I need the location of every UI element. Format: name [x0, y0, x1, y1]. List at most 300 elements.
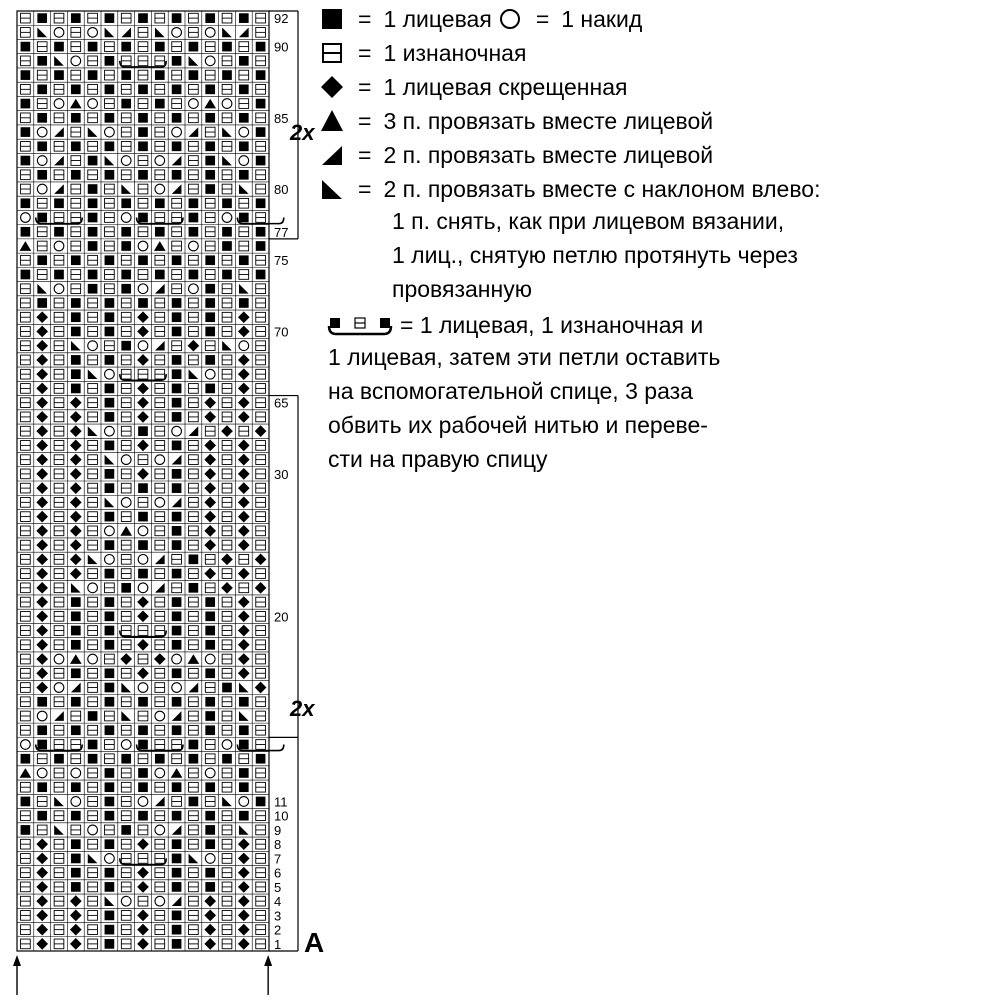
knit-cell [105, 611, 115, 621]
knit-cell [37, 255, 47, 265]
knit-cell [222, 42, 232, 52]
knit-cell [256, 70, 266, 80]
yarn-over-cell [138, 554, 148, 564]
yarn-over-cell [239, 341, 249, 351]
knit-cell [189, 797, 199, 807]
knit-cell [105, 469, 115, 479]
knit-cell [172, 483, 182, 493]
legend-cluster-line-5: сти на правую спицу [328, 446, 548, 472]
knit-cell [105, 13, 115, 23]
knit-cell [155, 42, 165, 52]
knit-cell [138, 213, 148, 223]
knit-cell [222, 70, 232, 80]
knit-cell [105, 768, 115, 778]
yarn-over-cell [121, 740, 131, 750]
knit-cell [189, 227, 199, 237]
knit-cell [105, 911, 115, 921]
knit-cell [256, 42, 266, 52]
knit-cell [189, 198, 199, 208]
knit-cell [155, 754, 165, 764]
knit-cell [205, 384, 215, 394]
knit-cell [88, 213, 98, 223]
cluster-stitch-icon [326, 312, 394, 338]
knit-cell [121, 270, 131, 280]
yarn-over-cell [239, 156, 249, 166]
knit-cell [121, 341, 131, 351]
knit-cell [121, 198, 131, 208]
knit-cell [37, 113, 47, 123]
knit-cell [37, 782, 47, 792]
knit-cell [189, 554, 199, 564]
knit-cell [71, 298, 81, 308]
purl-stitch-icon [320, 40, 346, 66]
knit-cell [239, 84, 249, 94]
yarn-over-cell [37, 711, 47, 721]
knit-cell [172, 398, 182, 408]
yarn-over-cell [88, 825, 98, 835]
knit-cell [71, 597, 81, 607]
row-number-label: 1 [274, 936, 282, 952]
knit-cell [105, 255, 115, 265]
yarn-over-cell [205, 28, 215, 38]
yarn-over-cell [54, 284, 64, 294]
knit-cell [88, 227, 98, 237]
knit-cell [172, 925, 182, 935]
yarn-over-cell [121, 498, 131, 508]
knit-cell [189, 583, 199, 593]
knit-cell [105, 725, 115, 735]
knit-cell [138, 725, 148, 735]
knit-cell [205, 84, 215, 94]
row-number-label: 10 [274, 808, 289, 824]
legend-purl: = 1 изнаночная [320, 38, 526, 68]
yarn-over-cell [88, 654, 98, 664]
knit-cell [71, 839, 81, 849]
knit-cell [71, 141, 81, 151]
knit-cell [172, 526, 182, 536]
knit-cell [138, 141, 148, 151]
knit-cell [172, 469, 182, 479]
row-number-label: 65 [274, 395, 289, 411]
knit-cell [205, 13, 215, 23]
row-number-label: 2 [274, 922, 282, 938]
knit-cell [172, 84, 182, 94]
knit-cell [105, 839, 115, 849]
k2tog-right-lean-icon [320, 142, 346, 168]
knit-cell [71, 725, 81, 735]
knit-cell [138, 84, 148, 94]
knit-cell [105, 355, 115, 365]
knit-cell [172, 298, 182, 308]
knit-cell [239, 141, 249, 151]
yarn-over-cell [138, 341, 148, 351]
knit-cell [138, 298, 148, 308]
yarn-over-cell [105, 426, 115, 436]
knit-cell [205, 312, 215, 322]
knit-cell [205, 298, 215, 308]
row-number-label: 9 [274, 822, 282, 838]
knit-cell [105, 441, 115, 451]
knit-cell [138, 540, 148, 550]
row-number-label: 80 [274, 182, 289, 198]
knit-cell [105, 327, 115, 337]
knit-cell [88, 198, 98, 208]
knit-cell [138, 811, 148, 821]
knit-cell [138, 113, 148, 123]
row-number-label: 8 [274, 837, 282, 853]
row-number-label: 11 [274, 794, 288, 810]
knit-cell [54, 227, 64, 237]
row-number-label: 85 [274, 110, 289, 126]
knit-cell [105, 141, 115, 151]
knit-cell [21, 198, 31, 208]
knit-cell [172, 811, 182, 821]
knit-cell [121, 99, 131, 109]
knit-cell [71, 697, 81, 707]
knit-cell [172, 512, 182, 522]
knit-cell [155, 270, 165, 280]
knit-cell [172, 640, 182, 650]
yarn-over-cell [105, 526, 115, 536]
yarn-over-cell [172, 426, 182, 436]
yarn-over-cell [138, 583, 148, 593]
yarn-over-cell [155, 711, 165, 721]
knit-cell [88, 70, 98, 80]
knit-cell [37, 725, 47, 735]
yarn-over-cell [71, 56, 81, 66]
knit-cell [37, 170, 47, 180]
knit-cell [105, 84, 115, 94]
yarn-over-cell [21, 213, 31, 223]
yarn-over-cell [239, 127, 249, 137]
yarn-over-cell [138, 683, 148, 693]
knit-cell [105, 113, 115, 123]
knit-cell [205, 327, 215, 337]
knit-cell [172, 868, 182, 878]
yarn-over-cell [138, 241, 148, 251]
yarn-over-cell [189, 284, 199, 294]
yarn-over-cell [155, 455, 165, 465]
yarn-over-cell [205, 369, 215, 379]
knit-cell [239, 298, 249, 308]
yarn-over-cell [71, 768, 81, 778]
knit-cell [71, 854, 81, 864]
knit-cell [71, 668, 81, 678]
yarn-over-cell [222, 213, 232, 223]
knit-cell [105, 597, 115, 607]
knit-cell [37, 13, 47, 23]
knit-cell [105, 925, 115, 935]
yarn-over-cell [88, 99, 98, 109]
knit-cell [105, 797, 115, 807]
knit-cell [172, 569, 182, 579]
knit-cell [21, 156, 31, 166]
yarn-over-cell [21, 740, 31, 750]
legend-twisted: = 1 лицевая скрещенная [320, 72, 627, 102]
legend-cluster-line-2: 1 лицевая, затем эти петли оставить [328, 344, 721, 370]
k3tog-triangle-icon [320, 108, 346, 134]
legend-ssk-line-2: 1 п. снять, как при лицевом вязании, [392, 208, 785, 234]
yarn-over-cell [105, 369, 115, 379]
knit-cell [172, 540, 182, 550]
knit-cell [105, 569, 115, 579]
yarn-over-cell [205, 56, 215, 66]
yarn-over-cell [155, 498, 165, 508]
knit-cell [239, 697, 249, 707]
knit-cell [88, 284, 98, 294]
yarn-over-cell [88, 583, 98, 593]
repeat-count-lower: 2x [290, 696, 315, 721]
knit-cell [88, 711, 98, 721]
knit-cell [189, 740, 199, 750]
row-number-label: 7 [274, 851, 282, 867]
knit-cell [205, 868, 215, 878]
yarn-over-icon [498, 6, 524, 32]
knit-cell [205, 782, 215, 792]
yarn-over-cell [121, 156, 131, 166]
knit-cell [71, 782, 81, 792]
knit-cell [138, 740, 148, 750]
knit-cell [105, 412, 115, 422]
legend-k3tog: = 3 п. провязать вместе лицевой [320, 106, 713, 136]
knit-cell [172, 312, 182, 322]
legend-ssk-line-1: 2 п. провязать вместе с наклоном влево: [383, 175, 821, 202]
knit-cell [172, 255, 182, 265]
knit-cell [21, 754, 31, 764]
knit-cell [205, 184, 215, 194]
yarn-over-cell [155, 825, 165, 835]
knit-cell [71, 611, 81, 621]
legend-ssk-line-4: провязанную [392, 276, 532, 302]
knit-cell [88, 270, 98, 280]
knit-cell [121, 241, 131, 251]
knit-cell [205, 882, 215, 892]
knit-cell [256, 270, 266, 280]
legend-knit-yo: = 1 лицевая = 1 накид [320, 4, 642, 34]
legend-k2tog: = 2 п. провязать вместе лицевой [320, 140, 713, 170]
knit-cell [155, 99, 165, 109]
yarn-over-cell [205, 768, 215, 778]
knit-cell [222, 754, 232, 764]
knit-cell [21, 70, 31, 80]
knit-cell [105, 626, 115, 636]
ssk-left-lean-icon [320, 176, 346, 202]
knit-cell [88, 184, 98, 194]
knit-cell [138, 768, 148, 778]
legend-knit-label: 1 лицевая [383, 5, 492, 32]
knit-cell [205, 640, 215, 650]
knit-cell [172, 782, 182, 792]
yarn-over-cell [222, 740, 232, 750]
knit-cell [37, 298, 47, 308]
legend-purl-label: 1 изнаночная [383, 39, 527, 66]
yarn-over-cell [172, 28, 182, 38]
knit-cell [21, 797, 31, 807]
knit-cell [105, 56, 115, 66]
knit-cell [71, 170, 81, 180]
knit-cell [121, 284, 131, 294]
knit-cell [172, 13, 182, 23]
yarn-over-cell [205, 854, 215, 864]
knit-cell [105, 384, 115, 394]
knit-cell [37, 213, 47, 223]
knit-cell [189, 270, 199, 280]
knit-cell [189, 42, 199, 52]
row-number-label: 75 [274, 253, 289, 269]
row-number-label: 70 [274, 324, 289, 340]
knit-cell [138, 697, 148, 707]
knit-cell [138, 13, 148, 23]
yarn-over-cell [54, 683, 64, 693]
knit-cell [189, 213, 199, 223]
knit-cell [138, 483, 148, 493]
yarn-over-cell [88, 28, 98, 38]
knit-cell [138, 127, 148, 137]
knit-cell [71, 327, 81, 337]
yarn-over-cell [37, 768, 47, 778]
knit-cell [239, 255, 249, 265]
knit-cell [172, 911, 182, 921]
knit-cell [155, 227, 165, 237]
knit-cell [205, 355, 215, 365]
yarn-over-cell [138, 526, 148, 536]
knit-cell [205, 711, 215, 721]
yarn-over-cell [37, 184, 47, 194]
knit-cell [105, 312, 115, 322]
yarn-over-cell [155, 896, 165, 906]
knit-cell [21, 42, 31, 52]
yarn-over-cell [205, 654, 215, 664]
knit-cell [71, 13, 81, 23]
knit-cell [105, 170, 115, 180]
knit-cell [37, 141, 47, 151]
knit-cell [71, 113, 81, 123]
yarn-over-cell [54, 28, 64, 38]
knit-cell [37, 697, 47, 707]
knit-cell [172, 939, 182, 949]
yarn-over-cell [155, 768, 165, 778]
knit-cell [71, 255, 81, 265]
repeat-arrow-head [13, 955, 21, 966]
yarn-over-cell [172, 127, 182, 137]
knit-cell [37, 84, 47, 94]
knit-cell [172, 839, 182, 849]
knit-cell [138, 170, 148, 180]
legend-cluster [326, 310, 703, 340]
knit-cell [205, 825, 215, 835]
row-number-label: 3 [274, 908, 282, 924]
twisted-knit-icon [320, 74, 346, 100]
yarn-over-cell [121, 213, 131, 223]
knit-cell [222, 241, 232, 251]
knit-cell [239, 782, 249, 792]
row-number-label: 30 [274, 466, 289, 482]
yarn-over-cell [138, 797, 148, 807]
legend-k2tog-label: 2 п. провязать вместе лицевой [383, 141, 714, 168]
knit-cell [88, 241, 98, 251]
yarn-over-cell [54, 241, 64, 251]
knit-cell [71, 355, 81, 365]
knit-cell [88, 740, 98, 750]
row-number-label: 5 [274, 879, 282, 895]
knit-cell [205, 284, 215, 294]
yarn-over-cell [155, 156, 165, 166]
knit-cell [205, 668, 215, 678]
legend-cluster-line-4: обвить их рабочей нитью и переве- [328, 412, 708, 438]
yarn-over-cell [54, 99, 64, 109]
knit-cell [172, 355, 182, 365]
knit-cell [239, 213, 249, 223]
yarn-over-cell [105, 554, 115, 564]
knit-cell [172, 854, 182, 864]
knit-cell [105, 668, 115, 678]
knit-cell [172, 611, 182, 621]
knit-cell [121, 754, 131, 764]
knit-cell [172, 327, 182, 337]
yarn-over-cell [239, 797, 249, 807]
knit-cell [138, 512, 148, 522]
knit-cell [172, 882, 182, 892]
row-number-label: 90 [274, 39, 289, 55]
knit-cell [21, 270, 31, 280]
legend-ssk: = 2 п. провязать вместе с наклоном влево: [320, 174, 820, 204]
knit-cell [105, 298, 115, 308]
knit-cell [105, 512, 115, 522]
knit-cell [172, 725, 182, 735]
knit-cell [256, 227, 266, 237]
knit-cell [172, 441, 182, 451]
knit-cell [172, 697, 182, 707]
knit-cell [71, 882, 81, 892]
knit-cell [105, 398, 115, 408]
knit-cell [172, 412, 182, 422]
knit-cell [88, 754, 98, 764]
knit-cell [205, 113, 215, 123]
knit-cell [37, 56, 47, 66]
legend-yo-label: 1 накид [561, 5, 643, 32]
knit-cell [205, 141, 215, 151]
knit-cell [256, 99, 266, 109]
knit-cell [205, 597, 215, 607]
yarn-over-cell [222, 99, 232, 109]
knit-cell [239, 113, 249, 123]
legend-ssk-line-3: 1 лиц., снятую петлю протянуть через [392, 242, 798, 268]
yarn-over-cell [54, 654, 64, 664]
knit-cell [205, 611, 215, 621]
legend-cluster-line-1: = 1 лицевая, 1 изнаночная и [400, 311, 704, 338]
knit-cell [71, 640, 81, 650]
knit-cell [138, 569, 148, 579]
knit-cell [256, 198, 266, 208]
knit-cell [71, 384, 81, 394]
knit-cell [189, 70, 199, 80]
knit-cell [21, 227, 31, 237]
knit-cell [172, 369, 182, 379]
legend-cluster-line-3: на вспомогательной спице, 3 раза [328, 378, 693, 404]
legend-twisted-label: 1 лицевая скрещенная [383, 73, 628, 100]
knit-cell [37, 811, 47, 821]
knit-cell [121, 70, 131, 80]
knit-cell [105, 640, 115, 650]
knit-cell [205, 156, 215, 166]
knit-cell [205, 839, 215, 849]
knit-cell [239, 768, 249, 778]
knit-cell [222, 683, 232, 693]
knit-cell [54, 754, 64, 764]
legend-k3tog-label: 3 п. провязать вместе лицевой [383, 107, 714, 134]
yarn-over-cell [189, 99, 199, 109]
knit-cell [105, 811, 115, 821]
